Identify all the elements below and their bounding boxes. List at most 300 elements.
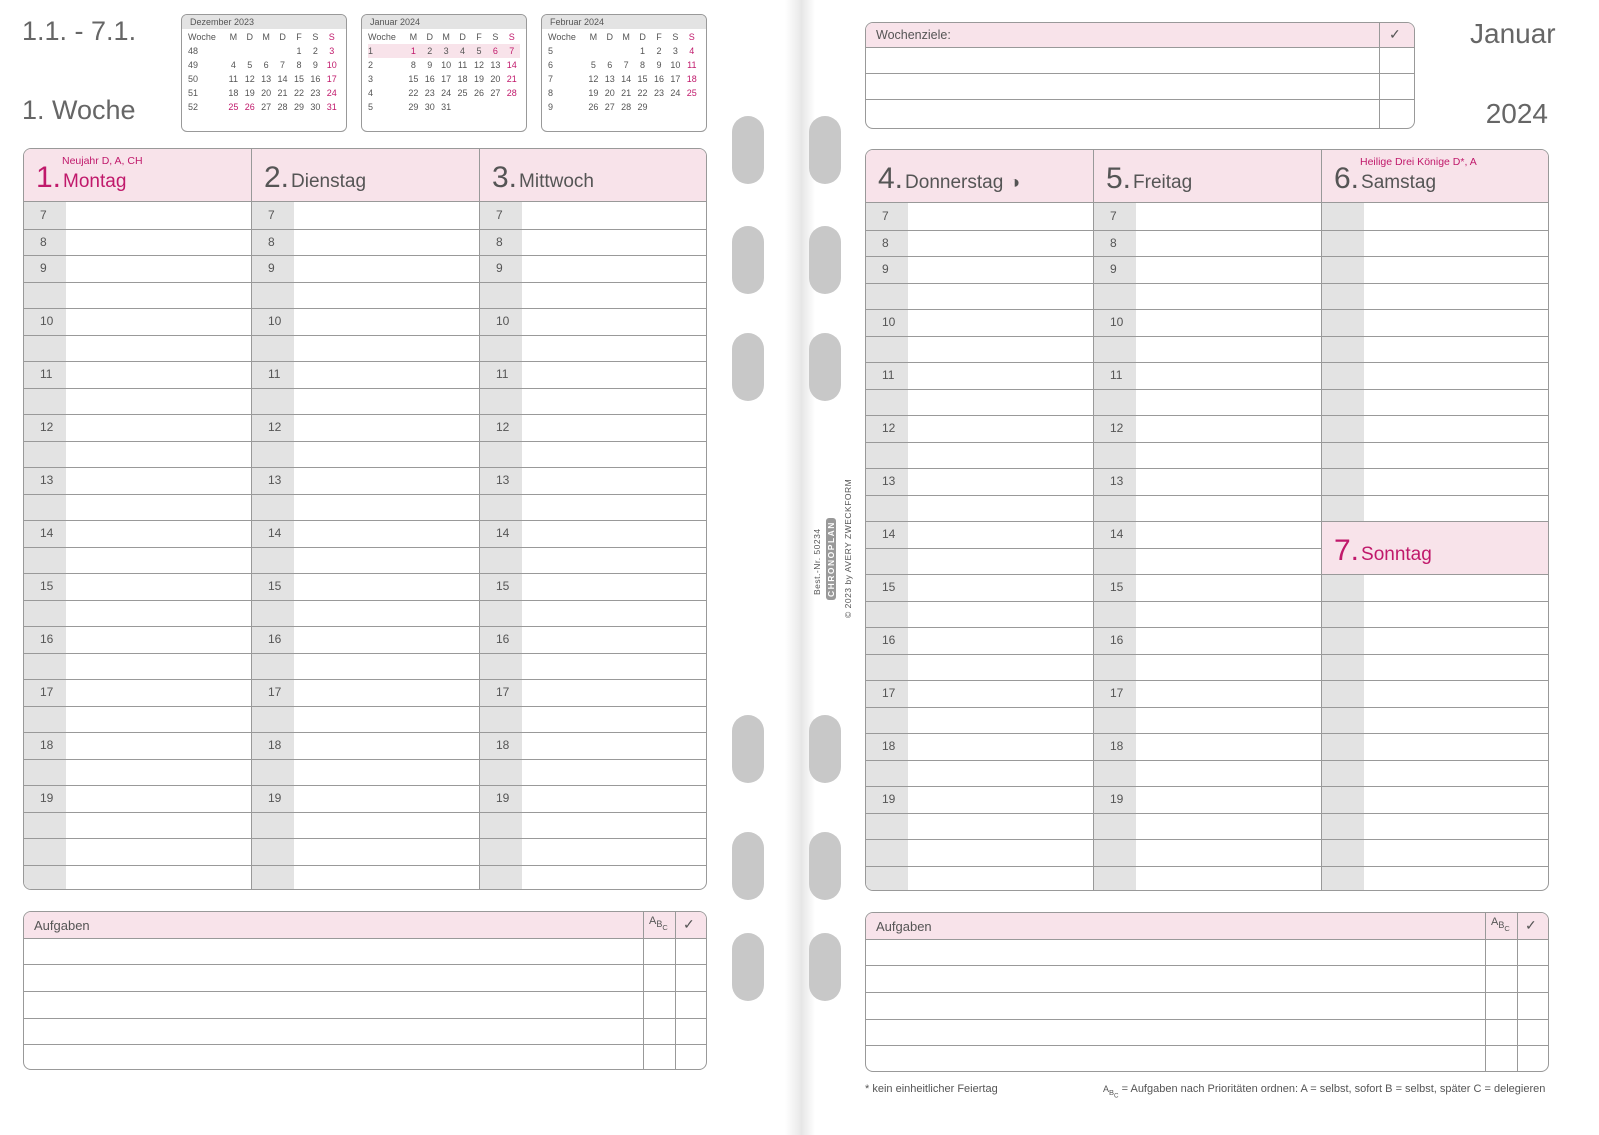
- hour-label: 13: [40, 473, 54, 487]
- hour-line: [252, 441, 480, 442]
- hour-line: [480, 520, 707, 521]
- calendar-week-row: 9 26 27 28 29: [548, 102, 648, 112]
- day-name: Donnerstag: [905, 172, 1004, 193]
- mini-calendar: Februar 2024 Woche M D M D F S S 5 1 2 3 4 6 5 6 7 8 9 10 11 7 12 13 14 15 16 17 18 8 19 20 21 22 23 24 25 9 26 27 28 29: [541, 14, 707, 132]
- hour-line: [480, 812, 707, 813]
- hour-label: 7: [496, 208, 503, 222]
- hour-line: [480, 229, 707, 230]
- task-line[interactable]: [24, 991, 706, 992]
- hour-label: 11: [1110, 368, 1123, 382]
- month-label: Januar: [1470, 18, 1556, 49]
- hour-line: [866, 760, 1093, 761]
- hour-line: [1094, 442, 1322, 443]
- hour-line: [1322, 362, 1549, 363]
- hour-label: 9: [268, 261, 275, 275]
- calendar-week-row: 8 19 20 21 22 23 24 25: [548, 88, 697, 98]
- hour-label: 16: [268, 632, 282, 646]
- day-column-thursday: [866, 150, 1093, 890]
- day-header: [24, 149, 251, 202]
- hour-line: [24, 308, 251, 309]
- hour-line: [866, 415, 1093, 416]
- hour-line: [252, 255, 480, 256]
- hour-line: [480, 282, 707, 283]
- hour-line: [1322, 839, 1549, 840]
- day-column-tuesday: [251, 149, 480, 889]
- day-number: 6.: [1334, 162, 1360, 195]
- hour-label: 8: [496, 234, 503, 249]
- ring-hole: [809, 116, 841, 184]
- calendar-week-row: 4 22 23 24 25 26 27 28: [368, 88, 517, 98]
- hour-label: 18: [496, 738, 510, 752]
- hour-line: [866, 495, 1093, 496]
- hour-line: [1094, 707, 1322, 708]
- check-icon: ✓: [683, 916, 695, 932]
- hour-line: [24, 679, 251, 680]
- calendar-week-row: 1 1 2 3 4 5 6 7: [368, 44, 520, 58]
- hour-label: 19: [496, 791, 510, 805]
- hour-line: [480, 626, 707, 627]
- divider: [1379, 23, 1380, 128]
- hour-line: [24, 706, 251, 707]
- ring-hole: [809, 715, 841, 783]
- day-name: Samstag: [1361, 172, 1437, 193]
- hour-line: [1322, 760, 1549, 761]
- hour-line: [252, 732, 480, 733]
- hour-line: [24, 865, 251, 866]
- hour-label: 19: [268, 791, 282, 805]
- hour-line: [1322, 627, 1549, 628]
- hour-label: 15: [882, 580, 896, 594]
- tasks-header: [866, 913, 1548, 940]
- moon-phase-icon: ◑: [1009, 172, 1021, 192]
- hour-label: 8: [268, 234, 275, 249]
- brand-logo: CHRONOPLAN: [826, 518, 836, 600]
- hour-line: [480, 467, 707, 468]
- hour-line: [1094, 760, 1322, 761]
- hour-line: [866, 468, 1093, 469]
- hour-line: [252, 573, 480, 574]
- hour-line: [480, 785, 707, 786]
- hour-line: [866, 283, 1093, 284]
- hour-line: [1094, 230, 1322, 231]
- weekly-goals-box: [865, 22, 1415, 129]
- hour-line: [1094, 654, 1322, 655]
- hour-label: 15: [1110, 580, 1124, 594]
- hour-label: 9: [496, 261, 503, 275]
- hour-label: 14: [882, 527, 896, 541]
- calendar-week-row: 52 25 26 27 28 29 30 31: [188, 102, 337, 112]
- hour-label: 13: [496, 473, 510, 487]
- calendar-week-row: 50 11 12 13 14 15 16 17: [188, 74, 337, 84]
- hour-line: [480, 388, 707, 389]
- hour-line: [1322, 813, 1549, 814]
- ring-hole: [732, 715, 764, 783]
- hour-line: [480, 838, 707, 839]
- ring-hole: [732, 116, 764, 184]
- order-number: Best.-Nr. 50234: [812, 528, 822, 595]
- hour-line: [24, 414, 251, 415]
- hour-label: 17: [882, 686, 896, 700]
- hour-line: [24, 732, 251, 733]
- hour-line: [24, 547, 251, 548]
- check-icon: ✓: [1389, 26, 1401, 42]
- day-column-wednesday: [479, 149, 707, 889]
- calendar-week-row: 2 8 9 10 11 12 13 14: [368, 60, 517, 70]
- day-number: 2.: [264, 161, 290, 194]
- hour-label: 11: [882, 368, 895, 382]
- year-label: 2024: [1485, 98, 1548, 129]
- hour-line: [866, 521, 1093, 522]
- task-line[interactable]: [24, 1044, 706, 1045]
- goal-line: [866, 99, 1414, 100]
- hour-line: [1322, 601, 1549, 602]
- calendar-week-row: 5 1 2 3 4: [548, 46, 695, 56]
- hour-line: [252, 494, 480, 495]
- hour-line: [866, 548, 1093, 549]
- hour-label: 18: [268, 738, 282, 752]
- day-column-monday: [24, 149, 251, 889]
- hour-line: [1094, 601, 1322, 602]
- hour-line: [1322, 733, 1549, 734]
- hour-line: [252, 759, 480, 760]
- ring-hole: [809, 226, 841, 294]
- task-line[interactable]: [866, 1019, 1548, 1020]
- ring-hole: [732, 226, 764, 294]
- hour-line: [252, 600, 480, 601]
- day-title: [492, 161, 594, 195]
- calendar-week-row: 6 5 6 7 8 9 10 11: [548, 60, 697, 70]
- hour-line: [866, 654, 1093, 655]
- hour-line: [24, 626, 251, 627]
- hour-line: [480, 865, 707, 866]
- hour-line: [24, 282, 251, 283]
- hour-line: [1094, 786, 1322, 787]
- hour-line: [1094, 309, 1322, 310]
- hour-label: 12: [268, 420, 282, 434]
- hour-label: 7: [1110, 209, 1117, 223]
- hour-line: [252, 229, 480, 230]
- hour-line: [1094, 283, 1322, 284]
- left-tasks-box: [23, 911, 707, 1070]
- hour-line: [866, 389, 1093, 390]
- task-line[interactable]: [866, 992, 1548, 993]
- hour-label: 10: [40, 314, 54, 328]
- sunday-header: [1322, 521, 1549, 575]
- hour-label: 10: [882, 315, 896, 329]
- hour-line: [252, 865, 480, 866]
- hour-label: 11: [496, 367, 509, 381]
- hour-line: [24, 812, 251, 813]
- hour-line: [252, 547, 480, 548]
- hour-line: [480, 573, 707, 574]
- hour-line: [480, 308, 707, 309]
- hour-label: 14: [40, 526, 54, 540]
- hour-label: 8: [882, 235, 889, 250]
- hour-line: [866, 707, 1093, 708]
- day-title: [1106, 162, 1192, 196]
- mini-calendar-title: Januar 2024: [362, 15, 526, 29]
- hour-line: [1094, 256, 1322, 257]
- mini-calendar: Dezember 2023 Woche M D M D F S S 48 1 2 3 49 4 5 6 7 8 9 10 50 11 12 13 14 15 16 17 51 18 19 20 21 22 23 24 52 25 26 27 28 29 30 31: [181, 14, 347, 132]
- hour-line: [866, 813, 1093, 814]
- hour-line: [866, 442, 1093, 443]
- left-day-grid: [23, 148, 707, 890]
- hour-label: 19: [40, 791, 54, 805]
- day-title: [1334, 534, 1432, 568]
- hour-line: [866, 680, 1093, 681]
- hour-line: [866, 866, 1093, 867]
- hour-line: [480, 494, 707, 495]
- hour-line: [866, 309, 1093, 310]
- task-line[interactable]: [24, 1018, 706, 1019]
- ring-hole: [809, 933, 841, 1001]
- hour-line: [1094, 521, 1322, 522]
- day-header: [1322, 150, 1549, 203]
- task-line[interactable]: [866, 965, 1548, 966]
- hour-line: [480, 414, 707, 415]
- hour-label: 10: [268, 314, 282, 328]
- right-tasks-box: [865, 912, 1549, 1072]
- hour-label: 17: [496, 685, 510, 699]
- task-line[interactable]: [866, 1045, 1548, 1046]
- hour-line: [252, 308, 480, 309]
- day-header: [866, 150, 1093, 203]
- hour-line: [1322, 415, 1549, 416]
- hour-line: [252, 812, 480, 813]
- hour-line: [252, 706, 480, 707]
- day-header: [252, 149, 480, 202]
- hour-line: [480, 759, 707, 760]
- date-range: 1.1. - 7.1.: [22, 16, 137, 46]
- hour-line: [480, 679, 707, 680]
- hour-line: [252, 679, 480, 680]
- hour-line: [1322, 230, 1549, 231]
- ring-hole: [809, 832, 841, 900]
- hour-line: [1094, 495, 1322, 496]
- holiday-footnote: * kein einheitlicher Feiertag: [865, 1083, 998, 1095]
- mini-calendar-title: Februar 2024: [542, 15, 706, 29]
- hour-label: 15: [268, 579, 282, 593]
- abc-priority-icon: $A_{B_C}$: [649, 915, 668, 932]
- hour-label: 13: [268, 473, 282, 487]
- hour-line: [866, 362, 1093, 363]
- day-header: [1094, 150, 1322, 203]
- hour-label: 14: [268, 526, 282, 540]
- tasks-header: [24, 912, 706, 939]
- hour-line: [1322, 309, 1549, 310]
- hour-label: 15: [496, 579, 510, 593]
- hour-line: [1094, 389, 1322, 390]
- hour-line: [866, 839, 1093, 840]
- hour-line: [1094, 468, 1322, 469]
- hour-label: 17: [1110, 686, 1124, 700]
- hour-label: 8: [40, 234, 47, 249]
- hour-label: 13: [882, 474, 896, 488]
- hour-line: [24, 573, 251, 574]
- hour-line: [252, 361, 480, 362]
- task-line[interactable]: [24, 964, 706, 965]
- hour-line: [24, 600, 251, 601]
- hour-label: 13: [1110, 474, 1124, 488]
- hour-label: 14: [496, 526, 510, 540]
- hour-line: [24, 388, 251, 389]
- hour-label: 12: [882, 421, 896, 435]
- hour-line: [1322, 389, 1549, 390]
- ring-hole: [732, 333, 764, 401]
- ring-hole: [732, 933, 764, 1001]
- hour-label: 18: [40, 738, 54, 752]
- hour-line: [1094, 813, 1322, 814]
- hour-label: 10: [1110, 315, 1124, 329]
- hour-label: 11: [40, 367, 53, 381]
- hour-line: [24, 361, 251, 362]
- week-label: 1. Woche: [22, 95, 136, 125]
- priority-footnote: $A_{B_C}$ = Aufgaben nach Prioritäten ordnen: A = selbst, sofort B = selbst, später C = delegieren: [1103, 1083, 1546, 1100]
- hour-label: 7: [40, 208, 47, 222]
- day-number: 7.: [1334, 534, 1360, 567]
- hour-line: [866, 336, 1093, 337]
- day-number: 3.: [492, 161, 518, 194]
- day-name: Mittwoch: [519, 171, 594, 192]
- mini-calendar-title: Dezember 2023: [182, 15, 346, 29]
- hour-line: [252, 388, 480, 389]
- hour-line: [480, 255, 707, 256]
- hour-line: [24, 520, 251, 521]
- hour-line: [24, 759, 251, 760]
- hour-line: [866, 256, 1093, 257]
- calendar-week-row: 51 18 19 20 21 22 23 24: [188, 88, 337, 98]
- holiday-label: Heilige Drei Könige D*, A: [1360, 156, 1477, 168]
- hour-line: [866, 786, 1093, 787]
- hour-label: 7: [268, 208, 275, 222]
- hour-label: 7: [882, 209, 889, 223]
- copyright: © 2023 by AVERY ZWECKFORM: [843, 478, 853, 618]
- hour-line: [24, 441, 251, 442]
- abc-priority-icon: $A_{B_C}$: [1491, 916, 1510, 933]
- hour-line: [252, 785, 480, 786]
- ring-hole: [732, 832, 764, 900]
- hour-line: [24, 494, 251, 495]
- hour-line: [252, 414, 480, 415]
- hour-label: 12: [496, 420, 510, 434]
- calendar-week-row: 48 1 2 3: [188, 46, 335, 56]
- day-number: 1.: [36, 161, 62, 194]
- hour-line: [24, 653, 251, 654]
- hour-label: 9: [1110, 262, 1117, 276]
- hour-line: [480, 335, 707, 336]
- hour-line: [1322, 256, 1549, 257]
- abc-priority-icon: $A_{B_C}$: [1103, 1084, 1119, 1100]
- tasks-label: Aufgaben: [34, 918, 90, 933]
- hour-line: [252, 335, 480, 336]
- calendar-week-row: 7 12 13 14 15 16 17 18: [548, 74, 697, 84]
- day-column-saturday-sunday: [1321, 150, 1549, 890]
- hour-label: 9: [882, 262, 889, 276]
- hour-label: 16: [496, 632, 510, 646]
- hour-label: 8: [1110, 235, 1117, 250]
- day-number: 5.: [1106, 162, 1132, 195]
- hour-label: 14: [1110, 527, 1124, 541]
- hour-label: 19: [882, 792, 896, 806]
- hour-line: [1094, 627, 1322, 628]
- hour-line: [1094, 733, 1322, 734]
- hour-line: [1322, 866, 1549, 867]
- hour-line: [480, 361, 707, 362]
- day-name: Dienstag: [291, 171, 367, 192]
- check-icon: ✓: [1525, 917, 1537, 933]
- calendar-week-row: 49 4 5 6 7 8 9 10: [188, 60, 337, 70]
- hour-line: [866, 601, 1093, 602]
- hour-line: [1094, 680, 1322, 681]
- ring-hole: [809, 333, 841, 401]
- calendar-week-row: 5 29 30 31: [368, 102, 452, 112]
- tasks-label: Aufgaben: [876, 919, 932, 934]
- hour-line: [1322, 468, 1549, 469]
- hour-line: [24, 467, 251, 468]
- hour-line: [1322, 442, 1549, 443]
- hour-line: [1322, 707, 1549, 708]
- hour-line: [480, 441, 707, 442]
- hour-label: 16: [40, 632, 54, 646]
- hour-line: [480, 732, 707, 733]
- hour-label: 18: [1110, 739, 1124, 753]
- hour-line: [24, 335, 251, 336]
- hour-line: [866, 733, 1093, 734]
- hour-label: 19: [1110, 792, 1124, 806]
- hour-label: 15: [40, 579, 54, 593]
- hour-line: [252, 626, 480, 627]
- hour-line: [480, 547, 707, 548]
- hour-label: 11: [268, 367, 281, 381]
- goal-line: [866, 73, 1414, 74]
- hour-line: [1094, 866, 1322, 867]
- goals-header: [866, 23, 1414, 48]
- day-header: [480, 149, 707, 202]
- hour-label: 17: [40, 685, 54, 699]
- hour-line: [1322, 654, 1549, 655]
- day-title: [264, 161, 366, 195]
- hour-line: [24, 838, 251, 839]
- hour-line: [252, 282, 480, 283]
- hour-line: [24, 785, 251, 786]
- hour-line: [24, 255, 251, 256]
- day-name: Freitag: [1133, 172, 1193, 193]
- hour-label: 18: [882, 739, 896, 753]
- hour-line: [1322, 283, 1549, 284]
- hour-label: 16: [1110, 633, 1124, 647]
- hour-line: [480, 706, 707, 707]
- hour-line: [252, 838, 480, 839]
- hour-line: [252, 467, 480, 468]
- hour-line: [480, 653, 707, 654]
- hour-label: 17: [268, 685, 282, 699]
- hour-label: 12: [40, 420, 54, 434]
- hour-label: 9: [40, 261, 47, 275]
- holiday-label: Neujahr D, A, CH: [62, 155, 143, 167]
- day-title: [878, 162, 1020, 196]
- hour-label: 10: [496, 314, 510, 328]
- hour-line: [866, 574, 1093, 575]
- hour-line: [1094, 336, 1322, 337]
- mini-calendar: Januar 2024 Woche M D M D F S S 1 1 2 3 4 5 6 7 2 8 9 10 11 12 13 14 3 15 16 17 18 19 20 21 4 22 23 24 25 26 27 28 5 29 30 31: [361, 14, 527, 132]
- hour-line: [480, 600, 707, 601]
- calendar-week-row: 3 15 16 17 18 19 20 21: [368, 74, 517, 84]
- hour-line: [1322, 786, 1549, 787]
- hour-line: [1094, 415, 1322, 416]
- hour-line: [1322, 336, 1549, 337]
- day-name: Montag: [63, 171, 127, 192]
- hour-label: 16: [882, 633, 896, 647]
